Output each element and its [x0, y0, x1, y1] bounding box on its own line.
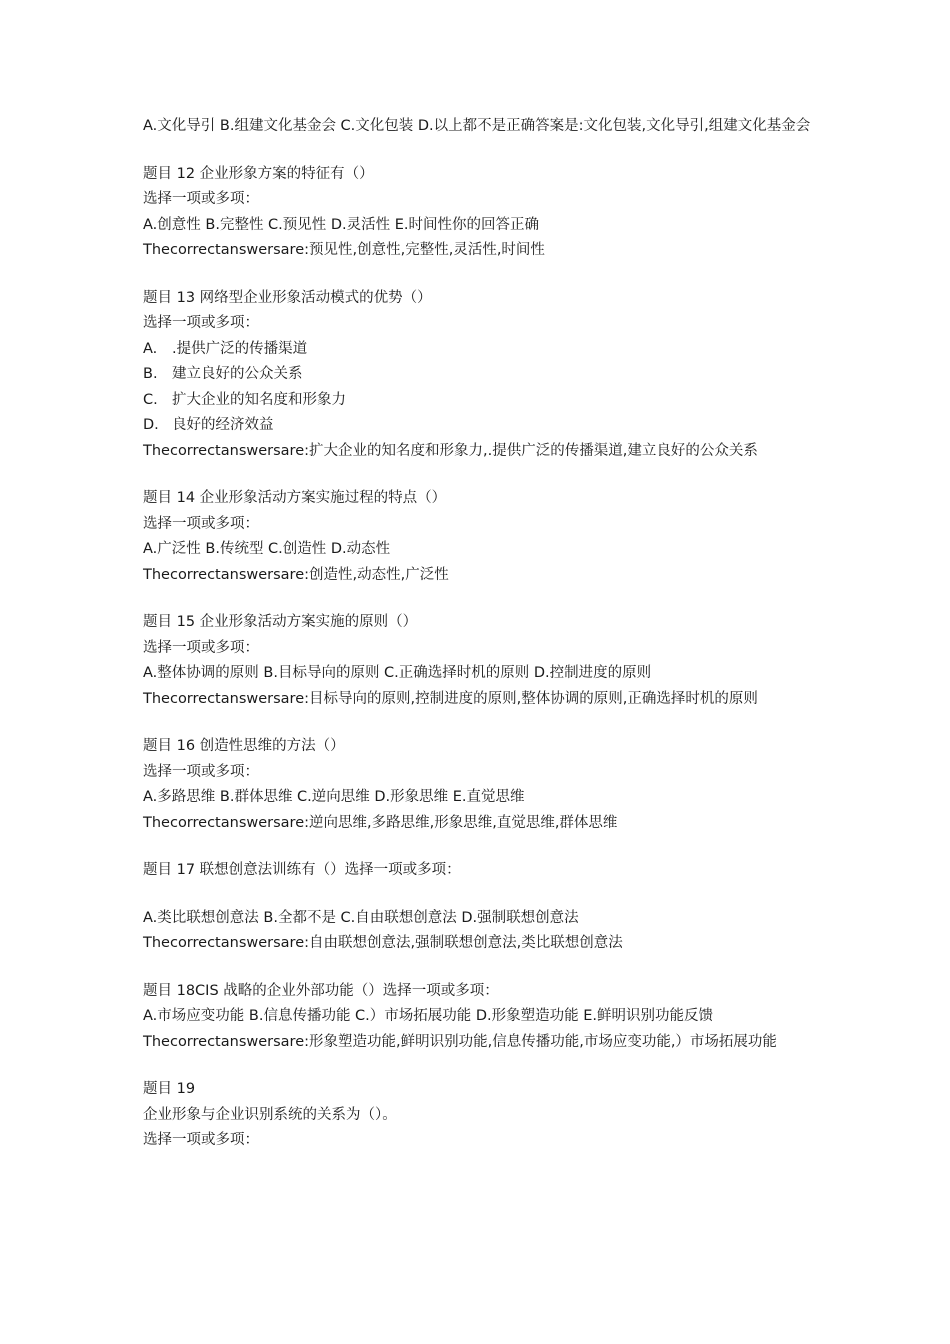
- q11-options-and-answer: A.文化导引 B.组建文化基金会 C.文化包装 D.以上都不是正确答案是:文化包装,文化导引,组建文化基金会: [143, 118, 811, 134]
- q18-answer: Thecorrectanswersare:形象塑造功能,鲜明识别功能,信息传播功能,市场应变功能,）市场拓展功能: [143, 1033, 777, 1050]
- option-letter: B.: [143, 366, 158, 382]
- document-page: [143, 114, 813, 1154]
- q13-option-a: [143, 337, 813, 363]
- q19-prompt: 选择一项或多项：: [143, 1132, 259, 1148]
- q12-title: 题目 12 企业形象方案的特征有（）: [143, 165, 374, 182]
- q13-prompt: 选择一项或多项：: [143, 315, 259, 331]
- q13-option-c: [143, 388, 813, 414]
- q17-answer: Thecorrectanswersare:自由联想创意法,强制联想创意法,类比联想创意法: [143, 935, 623, 951]
- q15-prompt: 选择一项或多项：: [143, 639, 259, 656]
- q19-title: 题目 19: [143, 1081, 196, 1097]
- q15-options: A.整体协调的原则 B.目标导向的原则 C.正确选择时机的原则 D.控制进度的原则: [143, 665, 652, 681]
- q16-options: A.多路思维 B.群体思维 C.逆向思维 D.形象思维 E.直觉思维: [143, 789, 525, 805]
- option-text: .提供广泛的传播渠道: [172, 340, 308, 357]
- q15-title: 题目 15 企业形象活动方案实施的原则（）: [143, 614, 418, 630]
- q16-title: 题目 16 创造性思维的方法（）: [143, 738, 345, 754]
- q13-option-d: [143, 413, 813, 439]
- q19-text: 企业形象与企业识别系统的关系为（）。: [143, 1106, 397, 1123]
- q16-prompt: 选择一项或多项：: [143, 763, 259, 780]
- option-letter: D.: [143, 417, 159, 433]
- option-letter: C.: [143, 391, 158, 408]
- q14-title: 题目 14 企业形象活动方案实施过程的特点（）: [143, 490, 447, 506]
- q14-prompt: 选择一项或多项：: [143, 515, 259, 532]
- q12-prompt: 选择一项或多项：: [143, 191, 259, 207]
- q16-answer: Thecorrectanswersare:逆向思维,多路思维,形象思维,直觉思维,群体思维: [143, 814, 618, 831]
- q12-options: A.创意性 B.完整性 C.预见性 D.灵活性 E.时间性你的回答正确: [143, 216, 540, 233]
- q17-options: A.类比联想创意法 B.全都不是 C.自由联想创意法 D.强制联想创意法: [143, 909, 579, 926]
- option-text: 良好的经济效益: [172, 417, 274, 433]
- q18-title: 题目 18CIS 战略的企业外部功能（）选择一项或多项：: [143, 982, 499, 999]
- q13-answer: Thecorrectanswersare:扩大企业的知名度和形象力,.提供广泛的传播渠道,建立良好的公众关系: [143, 442, 758, 459]
- option-text: 建立良好的公众关系: [172, 366, 303, 382]
- q12-answer: Thecorrectanswersare:预见性,创意性,完整性,灵活性,时间性: [143, 242, 545, 258]
- q17-title: 题目 17 联想创意法训练有（）选择一项或多项：: [143, 862, 461, 878]
- q14-answer: Thecorrectanswersare:创造性,动态性,广泛性: [143, 566, 449, 583]
- option-text: 扩大企业的知名度和形象力: [172, 391, 346, 408]
- q15-answer: Thecorrectanswersare:目标导向的原则,控制进度的原则,整体协调的原则,正确选择时机的原则: [143, 690, 758, 707]
- q13-title: 题目 13 网络型企业形象活动模式的优势（）: [143, 289, 432, 306]
- q14-options: A.广泛性 B.传统型 C.创造性 D.动态性: [143, 541, 391, 557]
- q13-option-b: [143, 362, 813, 388]
- q18-options: A.市场应变功能 B.信息传播功能 C.）市场拓展功能 D.形象塑造功能 E.鲜明识别功能反馈: [143, 1008, 714, 1024]
- option-letter: A.: [143, 340, 158, 357]
